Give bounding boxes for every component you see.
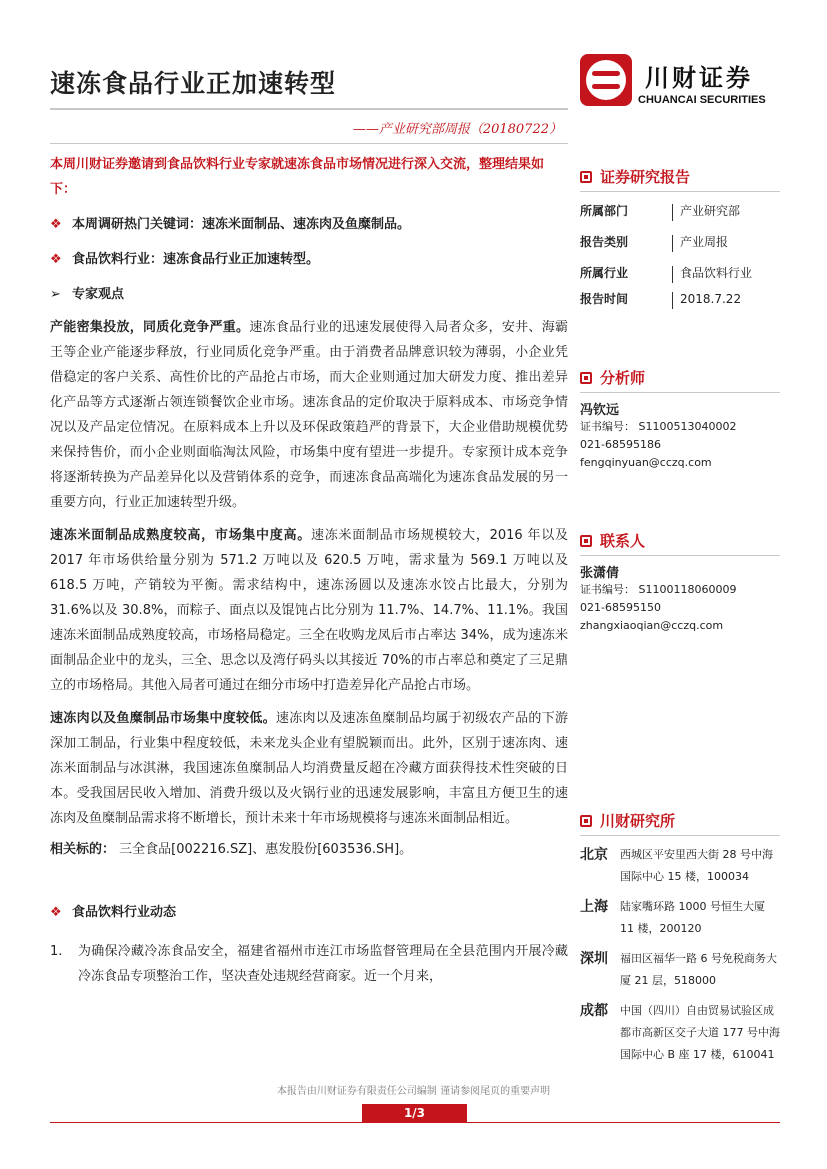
- office-beijing: [580, 844, 780, 888]
- office-address: 西城区平安里西大街 28 号中海国际中心 15 楼，100034: [620, 848, 773, 883]
- page-title: 速冻食品行业正加速转型: [50, 69, 337, 98]
- footer-divider: [50, 1122, 780, 1123]
- office-address: 中国（四川）自由贸易试验区成都市高新区交子大道 177 号中海国际中心 B 座 17 楼，610041: [620, 1004, 780, 1061]
- bullet-expert-view: [50, 282, 568, 307]
- office-shanghai: [580, 896, 780, 940]
- info-row-date: [580, 289, 780, 309]
- subtitle-divider: [50, 143, 568, 144]
- title-divider: [50, 108, 568, 110]
- bullet-industry: [50, 247, 568, 272]
- sidebar-divider: [580, 835, 780, 836]
- bullet-text: 本周调研热门关键词：速冻米面制品、速冻肉及鱼糜制品。: [72, 217, 411, 232]
- info-row-type: [580, 232, 780, 252]
- report-heading: 证券研究报告: [580, 166, 780, 187]
- company-logo: [580, 54, 780, 114]
- sidebar-divider: [580, 392, 780, 393]
- info-value: 产业周报: [672, 235, 728, 252]
- contact-email[interactable]: zhangxiaoqian@cczq.com: [580, 619, 724, 632]
- paragraph-body: 速冻食品行业的迅速发展使得入局者众多，安井、海霸王等企业产能逐步释放，行业同质化竞争严重。由于消费者品牌意识较为薄弱，小企业凭借稳定的客户关系、高性价比的产品抢占市场，而大企业则通过加大研发力度、推出差异化产品等方式逐渐占领连锁餐饮企业市场。速冻食品的定价取决于原料成本、市场竞争情况以及产品定位情况。在原料成本上升以及环保政策趋严的背景下，大企业借助规模优势来保持售价，而小企业则面临淘汰风险，市场集中度有望进一步提升。专家预计成本竞争将逐渐转换为产品差异化以及营销体系的竞争，而速冻食品高端化为速冻食品发展的另一重要方向，行业正加速转型升级。: [50, 320, 568, 510]
- info-row-department: [580, 201, 780, 221]
- diamond-bullet-icon: ❖: [50, 252, 62, 267]
- related-value: 三全食品[002216.SZ]、惠发股份[603536.SH]。: [119, 842, 413, 857]
- office-city: 成都: [580, 1003, 608, 1019]
- analyst-email[interactable]: fengqinyuan@cczq.com: [580, 456, 712, 469]
- office-shenzhen: [580, 948, 780, 992]
- contact-name: 张潇倩: [580, 566, 620, 581]
- section-industry-news: [50, 900, 568, 925]
- analyst-name: 冯钦远: [580, 403, 620, 418]
- section-title: 食品饮料行业动态: [72, 905, 177, 920]
- bullet-text: 专家观点: [72, 287, 125, 302]
- analyst-heading: 分析师: [580, 367, 780, 388]
- sidebar-divider: [580, 555, 780, 556]
- heading-square-icon: [580, 815, 592, 827]
- bullet-text: 食品饮料行业：速冻食品行业正加速转型。: [72, 252, 320, 267]
- office-city: 深圳: [580, 951, 608, 967]
- paragraph-capacity: [50, 315, 568, 515]
- intro-text: 本周川财证券邀请到食品饮料行业专家就速冻食品市场情况进行深入交流，整理结果如下：: [50, 157, 545, 197]
- logo-mark-icon: [580, 54, 632, 106]
- diamond-bullet-icon: ❖: [50, 217, 62, 232]
- sidebar-contact: [580, 530, 780, 635]
- report-subtitle: ——产业研究部周报（20180722）: [352, 122, 562, 137]
- paragraph-body: 速冻肉以及速冻鱼糜制品均属于初级农产品的下游深加工制品，行业集中程度较低，未来龙头企业有望脱颖而出。此外，区别于速冻肉、速冻米面制品与冰淇淋，我国速冻鱼糜制品人均消费量反超在冷藏方面获得技术性突破的日本。受我国居民收入增加、消费升级以及火锅行业的迅速发展影响，丰富且方便卫生的速冻肉及鱼糜制品需求将不断增长，预计未来十年市场规模将与速冻米面制品相近。: [50, 711, 568, 826]
- page-number: 1/3: [362, 1104, 467, 1122]
- related-label: 相关标的：: [50, 842, 116, 857]
- paragraph-rice-noodle: [50, 523, 568, 698]
- heading-square-icon: [580, 535, 592, 547]
- analyst-phone: 021-68595186: [580, 438, 661, 451]
- office-address: 福田区福华一路 6 号免税商务大厦 21 层，518000: [620, 952, 777, 987]
- paragraph-body: 速冻米面制品市场规模较大，2016 年以及 2017 年市场供给量分别为 571.2 万吨以及 620.5 万吨，需求量为 569.1 万吨以及 618.5 万吨，产销较为平衡。需求结构中，速冻汤圆以及速冻水饺占比最大，分别为 31.6%以及 30.8%，而粽子、面点以及馄饨占比分别为 11.7%、14.7%、11.1%。我国速冻米面制品成熟度较高，市场格局稳定。三全在收购龙凤后市占率达 34%，成为速冻米面制品企业中的龙头，三全、思念以及湾仔码头以其接近 70%的市占率总和奠定了三足鼎立的市场格局。其他入局者可通过在细分市场中打造差异化产品抢占市场。: [50, 528, 568, 693]
- logo-chinese-name: 川财证券: [645, 64, 753, 92]
- sidebar-analyst: [580, 367, 780, 472]
- institute-heading: 川财研究所: [580, 810, 780, 831]
- info-row-industry: [580, 263, 780, 283]
- paragraph-lead: 速冻米面制品成熟度较高，市场集中度高。: [50, 528, 311, 543]
- paragraph-lead: 速冻肉以及鱼糜制品市场集中度较低。: [50, 711, 276, 726]
- info-value: 食品饮料行业: [672, 266, 752, 283]
- sidebar-divider: [580, 191, 780, 192]
- paragraph-lead: 产能密集投放，同质化竞争严重。: [50, 320, 250, 335]
- office-city: 北京: [580, 847, 608, 863]
- info-key: 报告类别: [580, 235, 629, 249]
- news-number: 1.: [50, 944, 63, 959]
- info-key: 所属部门: [580, 204, 629, 218]
- arrow-bullet-icon: ➢: [50, 287, 61, 302]
- paragraph-meat-surimi: [50, 706, 568, 831]
- contact-phone: 021-68595150: [580, 601, 661, 614]
- main-content: [50, 152, 568, 989]
- heading-square-icon: [580, 171, 592, 183]
- contact-cert: 证书编号： S1100118060009: [580, 583, 737, 596]
- diamond-bullet-icon: ❖: [50, 905, 62, 920]
- info-value: 产业研究部: [672, 204, 740, 221]
- contact-heading: 联系人: [580, 530, 780, 551]
- info-key: 所属行业: [580, 266, 629, 280]
- news-text: 为确保冷藏冷冻食品安全，福建省福州市连江市场监督管理局在全县范围内开展冷藏冷冻食品专项整治工作，坚决查处违规经营商家。近一个月来，: [78, 944, 568, 984]
- logo-english-name: CHUANCAI SECURITIES: [638, 94, 766, 106]
- heading-square-icon: [580, 372, 592, 384]
- office-city: 上海: [580, 899, 608, 915]
- footer-disclaimer: 本报告由川财证券有限责任公司编制 谨请参阅尾页的重要声明: [276, 1086, 551, 1097]
- analyst-cert: 证书编号： S1100513040002: [580, 420, 737, 433]
- news-item: [50, 939, 568, 989]
- office-address: 陆家嘴环路 1000 号恒生大厦 11 楼，200120: [620, 900, 765, 935]
- sidebar-report-info: [580, 166, 780, 309]
- bullet-keywords: [50, 212, 568, 237]
- related-stocks: [50, 837, 568, 862]
- info-value: 2018.7.22: [672, 292, 741, 309]
- info-key: 报告时间: [580, 292, 629, 306]
- office-chengdu: [580, 1000, 780, 1066]
- sidebar-institute: [580, 810, 780, 1066]
